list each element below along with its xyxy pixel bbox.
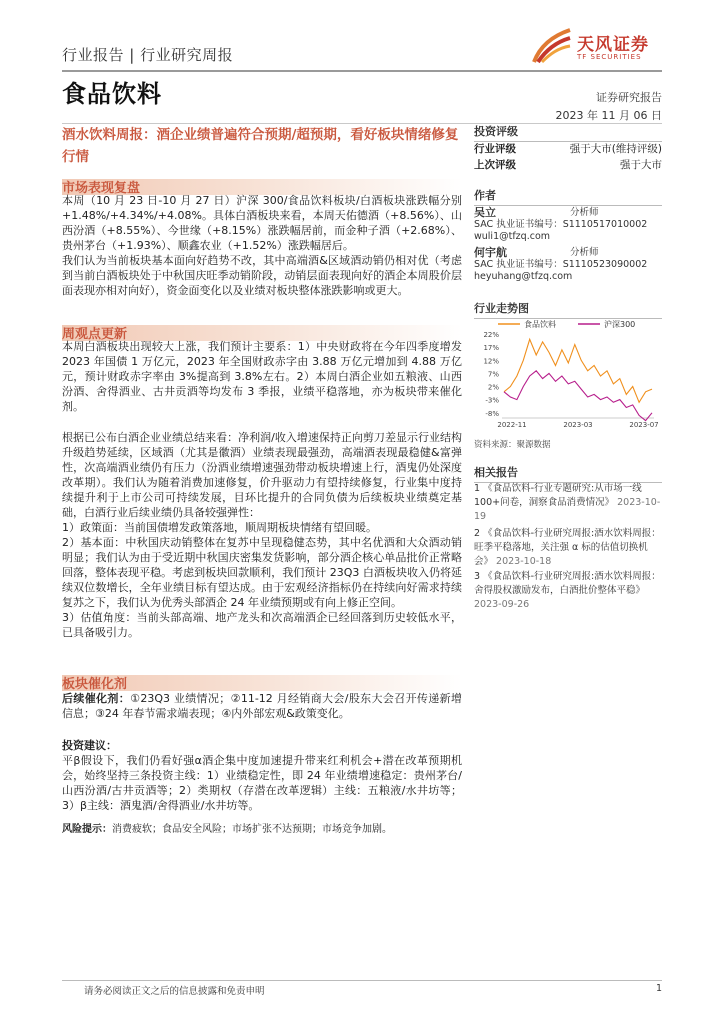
related-text[interactable]: 2 《食品饮料-行业研究周报:酒水饮料周报：旺季平稳落地，关注强 α 标的估值切换机会》 [474, 528, 661, 567]
y-tick-label: -3% [485, 396, 499, 405]
section-heading: 周观点更新 [62, 327, 128, 342]
authors-title: 作者 [474, 187, 662, 206]
logo-icon [530, 26, 574, 66]
risk-note [62, 823, 462, 837]
author-title: 分析师 [570, 207, 599, 218]
rating-key: 上次评级 [474, 159, 516, 171]
series-line [504, 339, 652, 402]
y-tick-label: 12% [483, 357, 499, 366]
author-name: 吴立 [474, 206, 496, 219]
paragraph: 2）基本面：中秋国庆动销整体在复苏中呈现稳健态势，其中名优酒和大众酒动销明显；我们认为由于受近期中秋国庆密集发货影响，部分酒企核心单品批价正常略回落，整体表现平稳。考虑到板块回款顺利，我们预计 23Q3 白酒板块收入仍将延续双位数增长，全年业绩目标有望达成。由于宏观经济指标仍在持续向好需求持续复苏之下，我们认为优秀头部酒企 24 年业绩预期或有向上修正空间。 [62, 536, 462, 609]
author-title: 分析师 [570, 247, 599, 258]
company-name: 天风证券 [577, 35, 649, 55]
rating-key: 行业评级 [474, 143, 516, 155]
paragraph: 本周白酒板块出现较大上涨，我们预计主要系：1）中央财政将在今年四季度增发 2023 年国债 1 万亿元，2023 年全国财政赤字由 3.88 万亿元增加到 4.88 万亿元，预计财政赤字率由 3%提高到 3.8%左右。2）本周白酒企业如五粮液、山西汾酒、舍得酒业、古井贡酒等均发布 3 季报，业绩平稳落地，亦为板块带来催化剂。 [62, 340, 462, 413]
y-tick-label: 2% [487, 383, 499, 392]
market-body [62, 193, 462, 298]
paragraph: 3）估值角度：当前头部高端、地产龙头和次高端酒企已经回落到历史较低水平，已具备吸引力。 [62, 611, 462, 639]
advice-text: 平β假设下，我们仍看好强α酒企集中度加速提升带来红利机会+潜在改革预期机会，始终坚持三条投资主线：1）业绩稳定性，即 24 年业绩增速稳定：贵州茅台/山西汾酒/古井贡酒等；2）类期权（存潜在改革逻辑）主线：五粮液/水井坊等；3）β主线：酒鬼酒/舍得酒业/水井坊等。 [62, 754, 462, 812]
section-heading: 板块催化剂 [62, 677, 128, 692]
author-name: 何宇航 [474, 246, 507, 259]
report-title: 酒水饮料周报：酒企业绩普遍符合预期/超预期，看好板块情绪修复行情 [62, 127, 459, 165]
view-body-1 [62, 339, 462, 414]
series-line [504, 371, 652, 421]
catalyst-label: 后续催化剂： [62, 692, 131, 705]
rating-value: 强于大市 [620, 159, 662, 171]
report-date: 2023 年 11 月 06 日 [555, 109, 662, 122]
related-item[interactable] [474, 570, 662, 612]
report-type: 行业报告 | 行业研究周报 [62, 46, 234, 64]
y-tick-label: 17% [483, 344, 499, 353]
author-email[interactable]: heyuhang@tfzq.com [474, 271, 573, 282]
industry-title: 食品饮料 [62, 80, 162, 108]
legend-label: 食品饮料 [524, 320, 556, 329]
paragraph: 根据已公布白酒企业业绩总结来看：净利润/收入增速保持正向剪刀差显示行业结构升级趋势延续，区域酒（尤其是徽酒）业绩表现最强劲，高端酒表现最稳健&富弹性，次高端酒业绩仍有压力（汾酒业绩增速强劲带动板块增速上行，酒鬼仍处深度改革期）。我们认为随着消费加速修复，价升驱动力有望持续修复，行业集中度持续提升利于上市公司可持续发展，目环比提升的合同负债为后续板块业绩奠定基础，白酒行业后续业绩仍具备较强弹性： [62, 431, 462, 519]
related-title: 相关报告 [474, 464, 662, 483]
header-divider [62, 70, 662, 72]
x-tick-label: 2023-03 [563, 421, 593, 428]
related-text[interactable]: 3 《食品饮料-行业研究周报:酒水饮料周报：舍得股权激励发布，白酒批价整体平稳》 [474, 571, 661, 596]
related-item[interactable] [474, 527, 662, 569]
related-date: 2023-10-19 [474, 497, 661, 522]
y-tick-label: 7% [487, 370, 499, 379]
chart-source: 资料来源：聚源数据 [474, 440, 551, 450]
company-name-en: TF SECURITIES [577, 53, 642, 61]
related-item[interactable] [474, 482, 662, 524]
related-date: 2023-09-26 [474, 599, 530, 610]
report-label: 证券研究报告 [596, 91, 662, 104]
rating-row [474, 141, 662, 156]
trend-chart [474, 318, 662, 428]
paragraph: 我们认为当前板块基本面向好趋势不改，其中高端酒&区域酒动销仍相对优（考虑到当前白酒板块处于中秋国庆旺季动销阶段，动销层面表现向好的酒企本周股价层面表现亦相对向好），资金面变化以及业绩对板块整体涨跌影响或更大。 [62, 254, 462, 297]
catalyst-body [62, 691, 462, 721]
advice-label: 投资建议： [62, 739, 117, 752]
author-block [474, 247, 662, 283]
y-tick-label: 22% [483, 331, 499, 339]
legend-label: 沪深300 [604, 320, 636, 329]
footer-divider [62, 980, 662, 981]
paragraph: 1）政策面：当前国债增发政策落地，顺周期板块情绪有望回暖。 [62, 521, 377, 534]
advice-body [62, 738, 462, 813]
trend-title: 行业走势图 [474, 300, 662, 319]
related-text[interactable]: 1 《食品饮料-行业专题研究:从市场一线 100+问卷，洞察食品消费情况》 [474, 483, 642, 508]
footer-disclaimer: 请务必阅读正文之后的信息披露和免责申明 [84, 986, 265, 997]
author-block [474, 207, 662, 243]
author-email[interactable]: wuli1@tfzq.com [474, 231, 551, 242]
author-cert: SAC 执业证书编号：S1110517010002 [474, 219, 648, 230]
related-date: 2023-10-18 [496, 556, 552, 567]
section-catalyst [62, 675, 462, 691]
x-tick-label: 2022-11 [497, 421, 527, 428]
view-body-2 [62, 430, 462, 640]
catalyst-text: ①23Q3 业绩情况；②11-12 月经销商大会/股东大会召开传递新增信息；③24 年春节需求端表现；④内外部宏观&政策变化。 [62, 692, 462, 720]
rating-value: 强于大市(维持评级) [569, 143, 662, 155]
rating-title: 投资评级 [474, 123, 662, 142]
page-number: 1 [655, 983, 662, 994]
paragraph: 本周（10 月 23 日-10 月 27 日）沪深 300/食品饮料板块/白酒板块涨跌幅分别+1.48%/+4.34%/+4.08%。具体白酒板块来看，本周天佑德酒（+8.56%）、山西汾酒（+8.55%）、今世缘（+8.15%）涨跌幅居前，而金种子酒（+2.68%）、贵州茅台（+1.93%）、顺鑫农业（+1.52%）涨跌幅居后。 [62, 194, 462, 252]
x-tick-label: 2023-07 [629, 421, 659, 428]
author-cert: SAC 执业证书编号：S1110523090002 [474, 259, 648, 270]
y-tick-label: -8% [485, 409, 499, 418]
risk-label: 风险提示： [62, 824, 112, 835]
risk-text: 消费疲软；食品安全风险；市场扩张不达预期；市场竞争加剧。 [112, 824, 392, 835]
section-heading: 市场表现复盘 [62, 181, 141, 196]
rating-row [474, 157, 662, 172]
